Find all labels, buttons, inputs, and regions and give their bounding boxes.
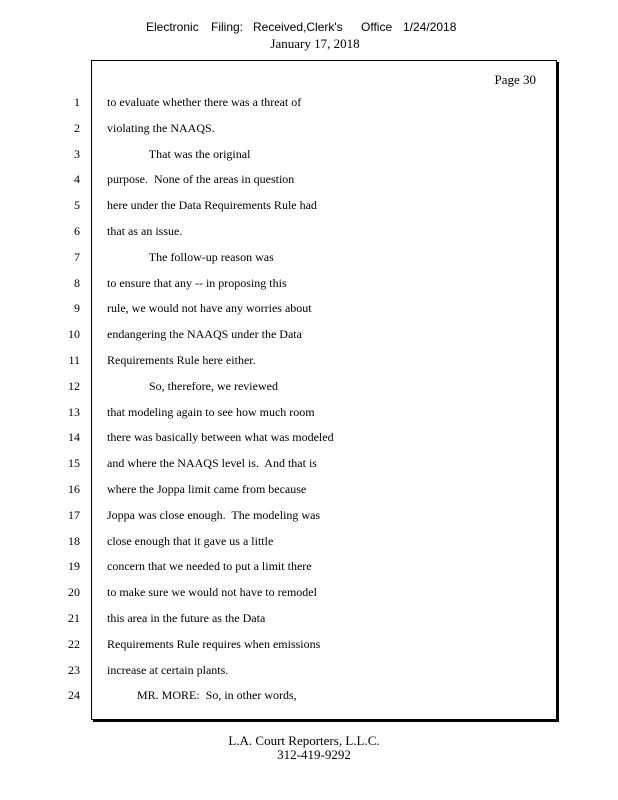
transcript-line: That was the original <box>107 146 251 161</box>
transcript-body <box>107 94 547 713</box>
transcript-line: to evaluate whether there was a threat of <box>107 95 302 109</box>
footer-company: L.A. Court Reporters, L.L.C. <box>228 733 380 748</box>
line-number: 9 <box>74 301 80 316</box>
electronic-filing-stamp <box>0 20 618 36</box>
line-number: 12 <box>68 378 80 393</box>
line-number: 13 <box>68 404 80 419</box>
transcript-line: MR. MORE: So, in other words, <box>107 688 297 703</box>
line-number: 23 <box>68 662 80 677</box>
stamp-filing: Filing: <box>211 20 244 34</box>
line-number: 16 <box>68 481 80 496</box>
line-number: 7 <box>74 249 80 264</box>
transcript-line: that modeling again to see how much room <box>107 404 315 419</box>
transcript-date: January 17, 2018 <box>270 36 360 51</box>
line-number: 3 <box>74 146 80 161</box>
line-number-column <box>66 94 80 713</box>
line-number: 1 <box>74 95 80 109</box>
page-number: Page 30 <box>494 72 536 87</box>
line-number: 6 <box>74 223 80 238</box>
line-number: 11 <box>68 352 80 367</box>
transcript-line: Requirements Rule here either. <box>107 352 256 367</box>
transcript-line: Requirements Rule requires when emissions <box>107 636 321 651</box>
line-number: 19 <box>68 559 80 574</box>
line-number: 15 <box>68 456 80 471</box>
transcript-line: The follow-up reason was <box>107 249 274 264</box>
transcript-line: where the Joppa limit came from because <box>107 481 307 496</box>
line-number: 22 <box>68 636 80 651</box>
stamp-office: Office <box>361 20 393 34</box>
line-number: 8 <box>74 275 80 290</box>
footer-phone: 312-419-9292 <box>277 747 351 762</box>
transcript-line: there was basically between what was modeled <box>107 430 334 445</box>
transcript-line: violating the NAAQS. <box>107 120 215 135</box>
line-number: 10 <box>68 327 80 342</box>
stamp-date: 1/24/2018 <box>403 20 457 34</box>
transcript-line: to ensure that any -- in proposing this <box>107 275 287 290</box>
line-number: 5 <box>74 198 80 213</box>
transcript-line: to make sure we would not have to remodel <box>107 585 317 600</box>
stamp-received: Received,Clerk's <box>253 20 343 34</box>
transcript-line: that as an issue. <box>107 223 183 238</box>
line-number: 21 <box>68 610 80 625</box>
transcript-line: endangering the NAAQS under the Data <box>107 327 302 342</box>
line-number: 14 <box>68 430 80 445</box>
transcript-line: purpose. None of the areas in question <box>107 172 295 187</box>
transcript-line: concern that we needed to put a limit there <box>107 559 312 574</box>
transcript-line: Joppa was close enough. The modeling was <box>107 507 321 522</box>
transcript-line: So, therefore, we reviewed <box>107 378 278 393</box>
transcript-line: rule, we would not have any worries about <box>107 301 312 316</box>
line-number: 18 <box>68 533 80 548</box>
line-number: 20 <box>68 585 80 600</box>
stamp-electronic: Electronic <box>146 20 199 34</box>
transcript-line: this area in the future as the Data <box>107 610 266 625</box>
transcript-line: increase at certain plants. <box>107 662 229 677</box>
line-number: 4 <box>74 172 80 187</box>
transcript-line: here under the Data Requirements Rule had <box>107 198 317 213</box>
transcript-line: and where the NAAQS level is. And that is <box>107 456 317 471</box>
line-number: 17 <box>68 507 80 522</box>
transcript-line: close enough that it gave us a little <box>107 533 274 548</box>
line-number: 24 <box>68 688 80 703</box>
line-number: 2 <box>74 120 80 135</box>
